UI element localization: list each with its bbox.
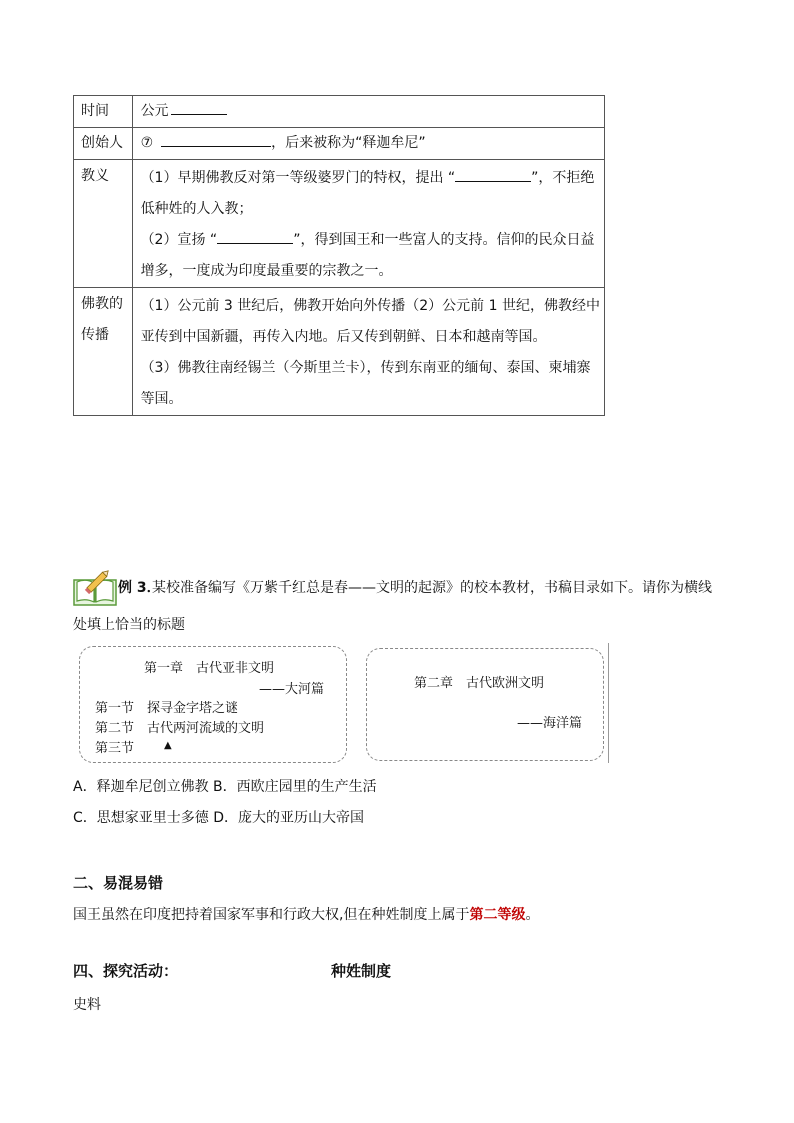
chapter1-section1: 第一节 探寻金字塔之谜	[95, 701, 239, 716]
section2-text	[73, 904, 539, 924]
example-question-line2: 处填上恰当的标题	[73, 617, 185, 633]
chapter1-title: 第一章 古代亚非文明	[144, 661, 275, 676]
options-line-cd[interactable]: C．思想家亚里士多德 D．庞大的亚历山大帝国	[73, 810, 365, 826]
doctrine-p2a: （2）宣扬 “	[140, 232, 218, 248]
doctrine-p2c: 增多，一度成为印度最重要的宗教之一。	[140, 263, 393, 279]
section4-label: 史料	[73, 997, 101, 1013]
row-head-doctrine: 教义	[74, 160, 133, 288]
spread-p1a: （1）公元前 3 世纪后，佛教开始向外传播（2）公元前 1 世纪，佛教经中	[140, 298, 600, 314]
row-head-time: 时间	[74, 96, 133, 128]
blank-marker: ▲	[164, 740, 172, 751]
table-row	[74, 128, 605, 160]
time-blank[interactable]	[171, 100, 227, 115]
spread-head-line1: 佛教的	[81, 296, 123, 312]
box-right-rule	[608, 643, 609, 763]
time-prefix: 公元	[140, 103, 169, 119]
chapter2-subtitle: ——海洋篇	[517, 716, 583, 731]
doctrine-blank-1[interactable]	[455, 167, 531, 182]
example-label: 例 3．	[118, 580, 161, 596]
spread-p1b: 亚传到中国新疆，再传入内地。后又传到朝鲜、日本和越南等国。	[140, 329, 547, 345]
buddhism-table	[73, 95, 605, 416]
section4-topic: 种姓制度	[331, 962, 392, 980]
spread-head-line2: 传播	[81, 327, 109, 343]
spread-p2a: （3）佛教往南经锡兰（今斯里兰卡），传到东南亚的缅甸、泰国、柬埔寨	[140, 360, 591, 376]
chapter1-section3: 第三节	[95, 741, 135, 756]
table-row	[74, 96, 605, 128]
section2-text-before: 国王虽然在印度把持着国家军事和行政大权,但在种姓制度上属于	[73, 907, 470, 923]
outline-box-chapter2	[366, 648, 604, 761]
doctrine-p1b: ”，不拒绝	[531, 170, 595, 186]
founder-blank[interactable]	[161, 132, 271, 147]
row-head-founder: 创始人	[74, 128, 133, 160]
section2-text-after: 。	[525, 907, 540, 923]
section2-highlight: 第二等级	[469, 907, 526, 923]
section4-heading: 四、探究活动：	[73, 962, 179, 980]
example-question-line1: 某校准备编写《万紫千红总是春——文明的起源》的校本教材，书稿目录如下。请你为横线	[152, 580, 712, 596]
table-row	[74, 288, 605, 416]
doctrine-p1a: （1）早期佛教反对第一等级婆罗门的特权，提出 “	[140, 170, 456, 186]
section2-heading: 二、易混易错	[73, 874, 164, 892]
doctrine-blank-2[interactable]	[217, 229, 293, 244]
spread-p2b: 等国。	[140, 391, 183, 407]
founder-marker: ⑦	[140, 135, 154, 151]
chapter1-subtitle: ——大河篇	[259, 682, 325, 697]
founder-suffix: ，后来被称为“释迦牟尼”	[271, 135, 426, 151]
chapter1-section2: 第二节 古代两河流域的文明	[95, 721, 265, 736]
chapter2-title: 第二章 古代欧洲文明	[414, 676, 545, 691]
book-pencil-icon	[73, 568, 117, 606]
options-line-ab[interactable]: A．释迦牟尼创立佛教 B．西欧庄园里的生产生活	[73, 779, 377, 795]
row-head-spread	[74, 288, 133, 416]
table-row	[74, 160, 605, 288]
doctrine-p1c: 低种姓的人入教；	[140, 201, 253, 217]
doctrine-p2b: ”，得到国王和一些富人的支持。信仰的民众日益	[293, 232, 595, 248]
